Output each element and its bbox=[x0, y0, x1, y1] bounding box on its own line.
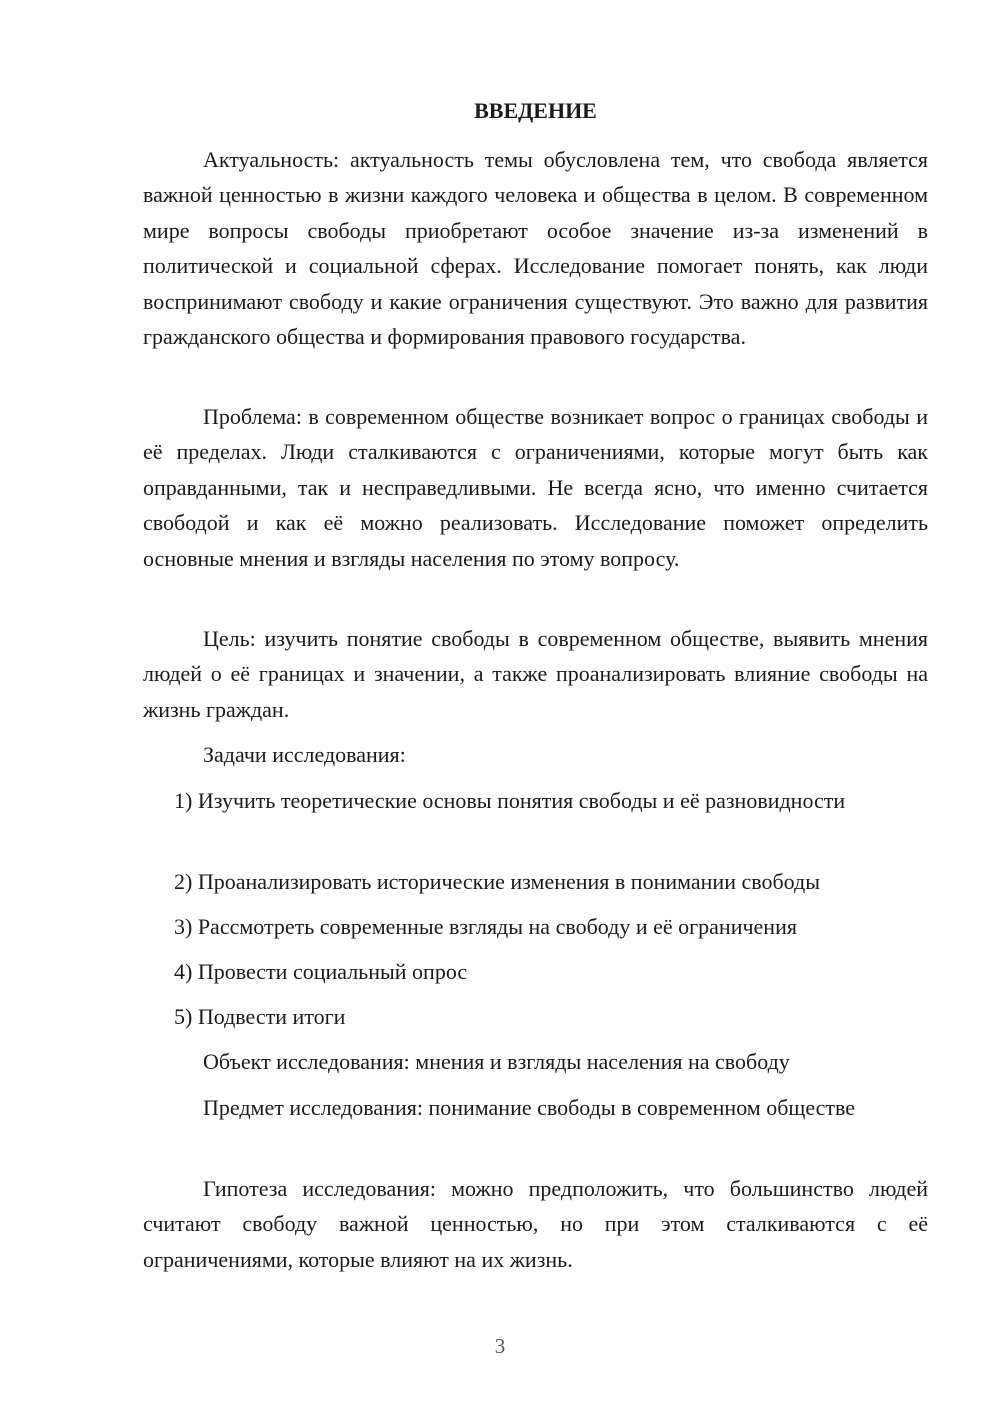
section-heading: ВВЕДЕНИЕ bbox=[474, 98, 597, 123]
subject-paragraph: Предмет исследования: понимание свободы в современном обществе bbox=[203, 1095, 856, 1120]
object-paragraph: Объект исследования: мнения и взгляды населения на свободу bbox=[203, 1049, 790, 1074]
relevance-paragraph: Актуальность: актуальность темы обусловлена тем, что свобода является важной ценностью в жизни каждого человека и общества в целом. В современном мире вопросы свободы приобретают особое значение из-за изменений в политической и социальной сферах. Исследование помогает понять, как люди воспринимают свободу и какие ограничения существуют. Это важно для развития гражданского общества и формирования правового государства. bbox=[143, 147, 928, 350]
task-item-2: 2) Проанализировать исторические изменения в понимании свободы bbox=[174, 869, 821, 894]
tasks-title: Задачи исследования: bbox=[203, 742, 406, 767]
task-item-3: 3) Рассмотреть современные взгляды на свободу и её ограничения bbox=[174, 914, 797, 939]
task-item-1: 1) Изучить теоретические основы понятия свободы и её разновидности bbox=[174, 788, 846, 813]
page-number: 3 bbox=[494, 1334, 506, 1358]
goal-paragraph: Цель: изучить понятие свободы в современном обществе, выявить мнения людей о её границах и значении, а также проанализировать влияние свободы на жизнь граждан. bbox=[143, 626, 928, 722]
task-item-4: 4) Провести социальный опрос bbox=[174, 959, 468, 984]
task-item-5: 5) Подвести итоги bbox=[174, 1004, 346, 1029]
hypothesis-paragraph: Гипотеза исследования: можно предположить, что большинство людей считают свободу важной ценностью, но при этом сталкиваются с её ограничениями, которые влияют на их жизнь. bbox=[143, 1176, 928, 1272]
problem-paragraph: Проблема: в современном обществе возникает вопрос о границах свободы и её пределах. Люди сталкиваются с ограничениями, которые могут быть как оправданными, так и несправедливыми. Не всегда ясно, что именно считается свободой и как её можно реализовать. Исследование поможет определить основные мнения и взгляды населения по этому вопросу. bbox=[143, 404, 928, 571]
